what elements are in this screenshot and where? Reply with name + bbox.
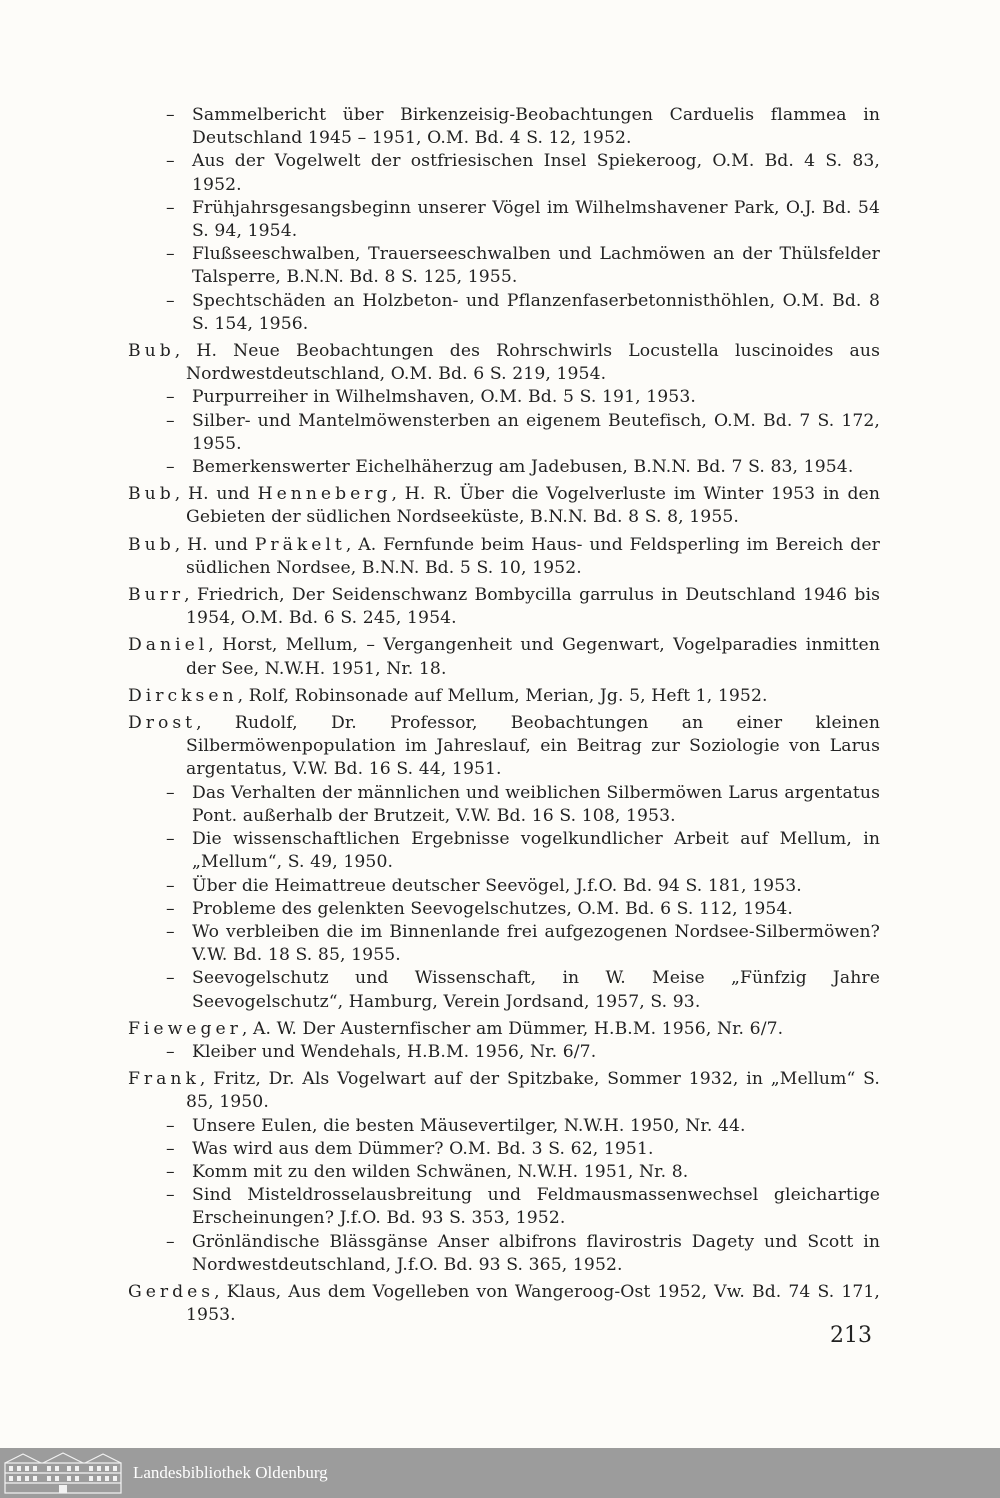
- entry-text: , Friedrich, Der Seidenschwanz Bombycilla garrulus in Deutschland 1946 bis 1954, O.M. Bd. 6 S. 245, 1954.: [184, 585, 880, 629]
- sub-entry: [134, 386, 880, 409]
- entry-text: , Fritz, Dr. Als Vogelwart auf der Spitzbake, Sommer 1932, in „Mellum“ S. 85, 1950.: [186, 1069, 880, 1113]
- entry-dash: –: [166, 290, 175, 311]
- entry-text: Probleme des gelenkten Seevogelschutzes, O.M. Bd. 6 S. 112, 1954.: [192, 898, 793, 919]
- entry-text: Sammelbericht über Birkenzeisig-Beobachtungen Carduelis flammea in Deutschland 1945 – 1951, O.M. Bd. 4 S. 12, 1952.: [192, 105, 880, 149]
- entry-text: Kleiber und Wendehals, H.B.M. 1956, Nr. 6/7.: [192, 1041, 597, 1062]
- entry-dash: –: [166, 898, 175, 919]
- author-name: Dircksen: [128, 685, 238, 706]
- entry-text: , H. und: [174, 484, 258, 505]
- sub-entry: [134, 1115, 880, 1138]
- entry-dash: –: [166, 968, 175, 989]
- author-entry: [128, 1068, 880, 1114]
- author-entry: [128, 712, 880, 782]
- coauthor-name: Präkelt: [254, 534, 346, 555]
- author-entry: [128, 1281, 880, 1327]
- author-name: Frank: [128, 1069, 200, 1090]
- author-entry: [128, 584, 880, 630]
- sub-entry: [134, 782, 880, 828]
- bibliography-page: [128, 104, 880, 1327]
- entry-text: Silber- und Mantelmöwensterben an eigenem Beutefisch, O.M. Bd. 7 S. 172, 1955.: [192, 410, 880, 454]
- entry-text: Bemerkenswerter Eichelhäherzug am Jadebusen, B.N.N. Bd. 7 S. 83, 1954.: [192, 457, 854, 478]
- author-name: Burr: [128, 585, 185, 606]
- entry-text-continued: , H. R. Über die Vogelverluste im Winter 1953 in den Gebieten der südlichen Nordseeküste, B.N.N. Bd. 8 S. 8, 1955.: [186, 484, 880, 528]
- entry-text: , Rolf, Robinsonade auf Mellum, Merian, Jg. 5, Heft 1, 1952.: [237, 685, 768, 706]
- sub-entry: [134, 1041, 880, 1064]
- entry-text: Sind Misteldrosselausbreitung und Feldmausmassenwechsel gleichartige Erscheinungen? J.f.O. Bd. 93 S. 353, 1952.: [192, 1185, 880, 1229]
- sub-entry: [134, 828, 880, 874]
- entry-dash: –: [166, 457, 175, 478]
- author-entry: [128, 634, 880, 680]
- entry-dash: –: [166, 1231, 175, 1252]
- coauthor-name: Henneberg: [257, 484, 392, 505]
- entry-text: Seevogelschutz und Wissenschaft, in W. Meise „Fünfzig Jahre Seevogelschutz“, Hamburg, Verein Jordsand, 1957, S. 93.: [192, 968, 880, 1012]
- sub-entry: [134, 875, 880, 898]
- sub-entry: [134, 456, 880, 479]
- entry-dash: –: [166, 1161, 175, 1182]
- sub-entry: [134, 290, 880, 336]
- library-name: Landesbibliothek Oldenburg: [133, 1463, 328, 1482]
- sub-entry: [134, 921, 880, 967]
- author-entry: [128, 1018, 880, 1041]
- author-name: Gerdes: [128, 1281, 215, 1302]
- entry-dash: –: [166, 921, 175, 942]
- sub-entry: [134, 967, 880, 1013]
- author-name: Bub: [128, 484, 175, 505]
- author-name: Fieweger: [128, 1018, 242, 1039]
- entry-text: Das Verhalten der männlichen und weiblichen Silbermöwen Larus argentatus Pont. außerhalb der Brutzeit, V.W. Bd. 16 S. 108, 1953.: [192, 782, 880, 826]
- entry-dash: –: [166, 1041, 175, 1062]
- entry-dash: –: [166, 105, 175, 125]
- sub-entry: [134, 1231, 880, 1277]
- sub-entry: [134, 1184, 880, 1230]
- entry-text: Wo verbleiben die im Binnenlande frei aufgezogenen Nordsee-Silbermöwen? V.W. Bd. 18 S. 85, 1955.: [192, 921, 880, 966]
- sub-entry: [134, 150, 880, 196]
- entry-text: , A. W. Der Austernfischer am Dümmer, H.B.M. 1956, Nr. 6/7.: [241, 1018, 784, 1039]
- sub-entry: [134, 1138, 880, 1161]
- entry-dash: –: [166, 1138, 175, 1159]
- entry-text: Grönländische Blässgänse Anser albifrons flavirostris Dagety und Scott in Nordwestdeutschland, J.f.O. Bd. 93 S. 365, 1952.: [192, 1231, 880, 1275]
- author-entry: [128, 340, 880, 386]
- entry-text: , H. Neue Beobachtungen des Rohrschwirls Locustella luscinoides aus Nordwestdeutschland, O.M. Bd. 6 S. 219, 1954.: [174, 341, 880, 385]
- entry-text: Aus der Vogelwelt der ostfriesischen Insel Spiekeroog, O.M. Bd. 4 S. 83, 1952.: [192, 151, 880, 195]
- entry-dash: –: [166, 1115, 175, 1136]
- entry-text: Die wissenschaftlichen Ergebnisse vogelkundlicher Arbeit auf Mellum, in „Mellum“, S. 49, 1950.: [192, 829, 880, 873]
- entry-dash: –: [166, 875, 175, 896]
- library-building-icon: [3, 1451, 123, 1495]
- author-name: Bub: [128, 534, 175, 555]
- footer-bar: [0, 1448, 1000, 1498]
- entry-text: Frühjahrsgesangsbeginn unserer Vögel im Wilhelmshavener Park, O.J. Bd. 54 S. 94, 1954.: [192, 197, 880, 242]
- entry-text: Spechtschäden an Holzbeton- und Pflanzenfaserbetonnisthöhlen, O.M. Bd. 8 S. 154, 1956.: [192, 290, 880, 334]
- page-number: 213: [830, 1323, 872, 1348]
- entry-text-continued: , A. Fernfunde beim Haus- und Feldsperling im Bereich der südlichen Nordsee, B.N.N. Bd. 5 S. 10, 1952.: [186, 534, 880, 578]
- author-name: Bub: [128, 341, 175, 362]
- author-entry: [128, 685, 880, 708]
- author-name: Daniel: [128, 635, 209, 656]
- entry-text: Flußseeschwalben, Trauerseeschwalben und Lachmöwen an der Thülsfelder Talsperre, B.N.N. Bd. 8 S. 125, 1955.: [192, 244, 880, 288]
- entry-dash: –: [166, 244, 175, 265]
- entry-text: , H. und: [174, 534, 255, 555]
- entry-text: Was wird aus dem Dümmer? O.M. Bd. 3 S. 62, 1951.: [192, 1138, 654, 1159]
- entry-dash: –: [166, 410, 175, 431]
- entry-dash: –: [166, 1185, 175, 1206]
- author-name: Drost: [128, 713, 197, 734]
- entry-dash: –: [166, 782, 175, 803]
- entry-text: Unsere Eulen, die besten Mäusevertilger, N.W.H. 1950, Nr. 44.: [192, 1115, 746, 1136]
- sub-entry: [134, 104, 880, 150]
- author-entry: [128, 534, 880, 580]
- sub-entry: [134, 243, 880, 289]
- sub-entry: [134, 898, 880, 921]
- entry-text: , Rudolf, Dr. Professor, Beobachtungen an einer kleinen Silbermöwenpopulation im Jahreslauf, ein Beitrag zur Soziologie von Larus argentatus, V.W. Bd. 16 S. 44, 1951.: [186, 713, 880, 780]
- entry-dash: –: [166, 387, 175, 408]
- entry-dash: –: [166, 151, 175, 172]
- sub-entry: [134, 410, 880, 456]
- entry-dash: –: [166, 197, 175, 218]
- entry-text: Purpurreiher in Wilhelmshaven, O.M. Bd. 5 S. 191, 1953.: [192, 387, 696, 408]
- bibliography-list: [128, 104, 880, 1327]
- entry-dash: –: [166, 829, 175, 850]
- entry-text: , Klaus, Aus dem Vogelleben von Wangeroog-Ost 1952, Vw. Bd. 74 S. 171, 1953.: [186, 1281, 880, 1326]
- sub-entry: [134, 197, 880, 243]
- author-entry: [128, 483, 880, 529]
- sub-entry: [134, 1161, 880, 1184]
- entry-text: , Horst, Mellum, – Vergangenheit und Gegenwart, Vogelparadies inmitten der See, N.W.H. 1951, Nr. 18.: [186, 635, 880, 679]
- entry-text: Über die Heimattreue deutscher Seevögel, J.f.O. Bd. 94 S. 181, 1953.: [192, 875, 802, 896]
- entry-text: Komm mit zu den wilden Schwänen, N.W.H. 1951, Nr. 8.: [192, 1161, 689, 1182]
